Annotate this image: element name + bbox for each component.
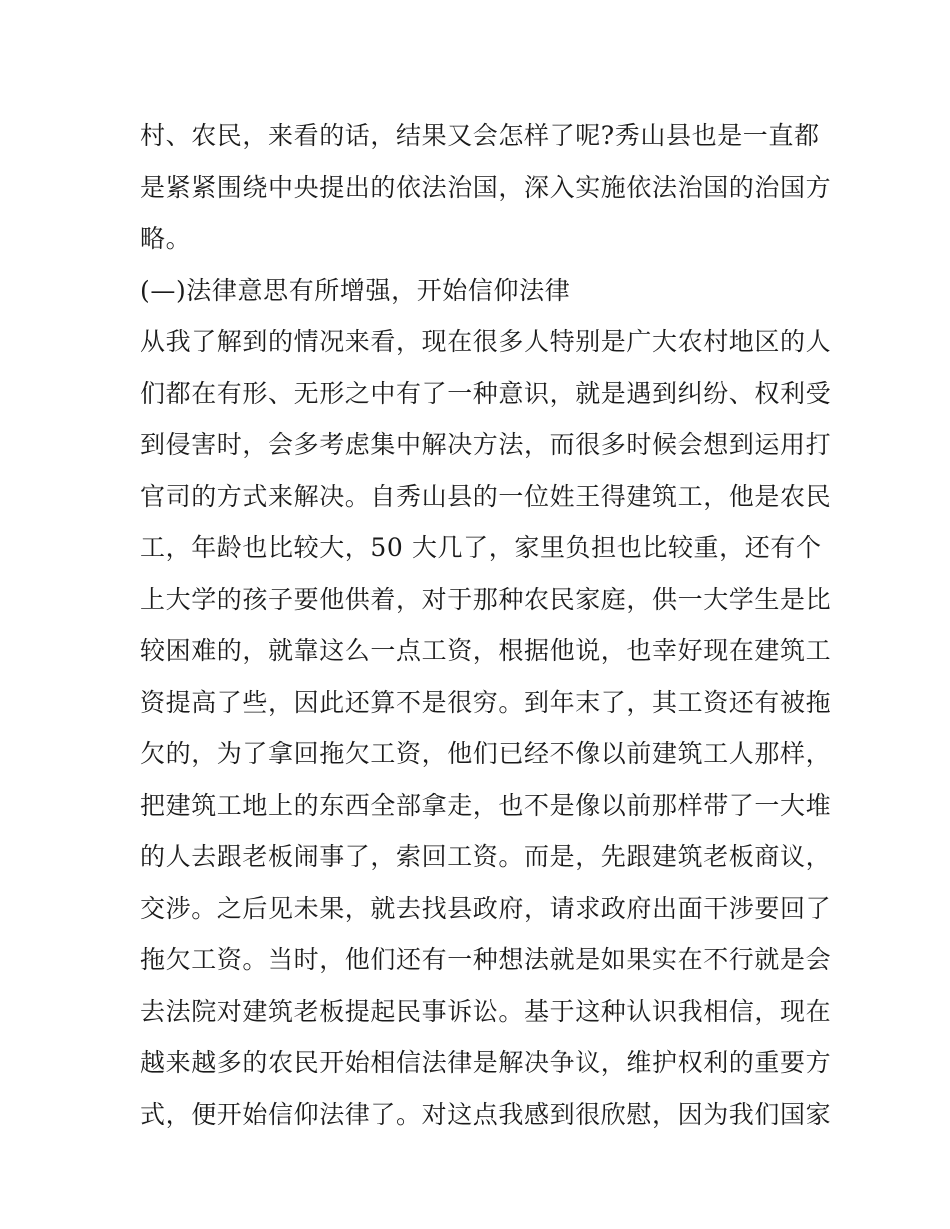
text-line: 上大学的孩子要他供着，对于那种农民家庭，供一大学生是比 xyxy=(140,584,832,614)
text-line: 略。 xyxy=(140,224,192,253)
section-heading: (—)法律意思有所增强，开始信仰法律 xyxy=(140,275,571,305)
text-line: 式，便开始信仰法律了。对这点我感到很欣慰，因为我们国家 xyxy=(140,1099,832,1129)
text-line: 把建筑工地上的东西全部拿走，也不是像以前那样带了一大堆 xyxy=(140,790,832,820)
document-body xyxy=(140,110,832,1140)
text-line: 的人去跟老板闹事了，索回工资。而是，先跟建筑老板商议， xyxy=(140,842,832,871)
text-line: 欠的，为了拿回拖欠工资，他们已经不像以前建筑工人那样， xyxy=(140,739,832,768)
text-line: 资提高了些，因此还算不是很穷。到年末了，其工资还有被拖 xyxy=(140,687,832,717)
text-line: 工，年龄也比较大，50 大几了，家里负担也比较重，还有个 xyxy=(140,533,822,562)
text-line: 村、农民，来看的话，结果又会怎样了呢?秀山县也是一直都 xyxy=(140,121,820,150)
text-line: 官司的方式来解决。自秀山县的一位姓王得建筑工，他是农民 xyxy=(140,481,832,511)
text-line: 到侵害时，会多考虑集中解决方法，而很多时候会想到运用打 xyxy=(140,430,832,459)
text-line: 从我了解到的情况来看，现在很多人特别是广大农村地区的人 xyxy=(140,327,832,356)
text-line: 越来越多的农民开始相信法律是解决争议，维护权利的重要方 xyxy=(140,1048,832,1077)
text-line: 们都在有形、无形之中有了一种意识，就是遇到纠纷、权利受 xyxy=(140,378,832,408)
text-line: 拖欠工资。当时，他们还有一种想法就是如果实在不行就是会 xyxy=(140,945,832,974)
text-line: 较困难的，就靠这么一点工资，根据他说，也幸好现在建筑工 xyxy=(140,636,832,665)
text-line: 是紧紧围绕中央提出的依法治国，深入实施依法治国的治国方 xyxy=(140,172,832,202)
text-line: 去法院对建筑老板提起民事诉讼。基于这种认识我相信，现在 xyxy=(140,996,832,1026)
text-line: 交涉。之后见未果，就去找县政府，请求政府出面干涉要回了 xyxy=(140,893,832,923)
